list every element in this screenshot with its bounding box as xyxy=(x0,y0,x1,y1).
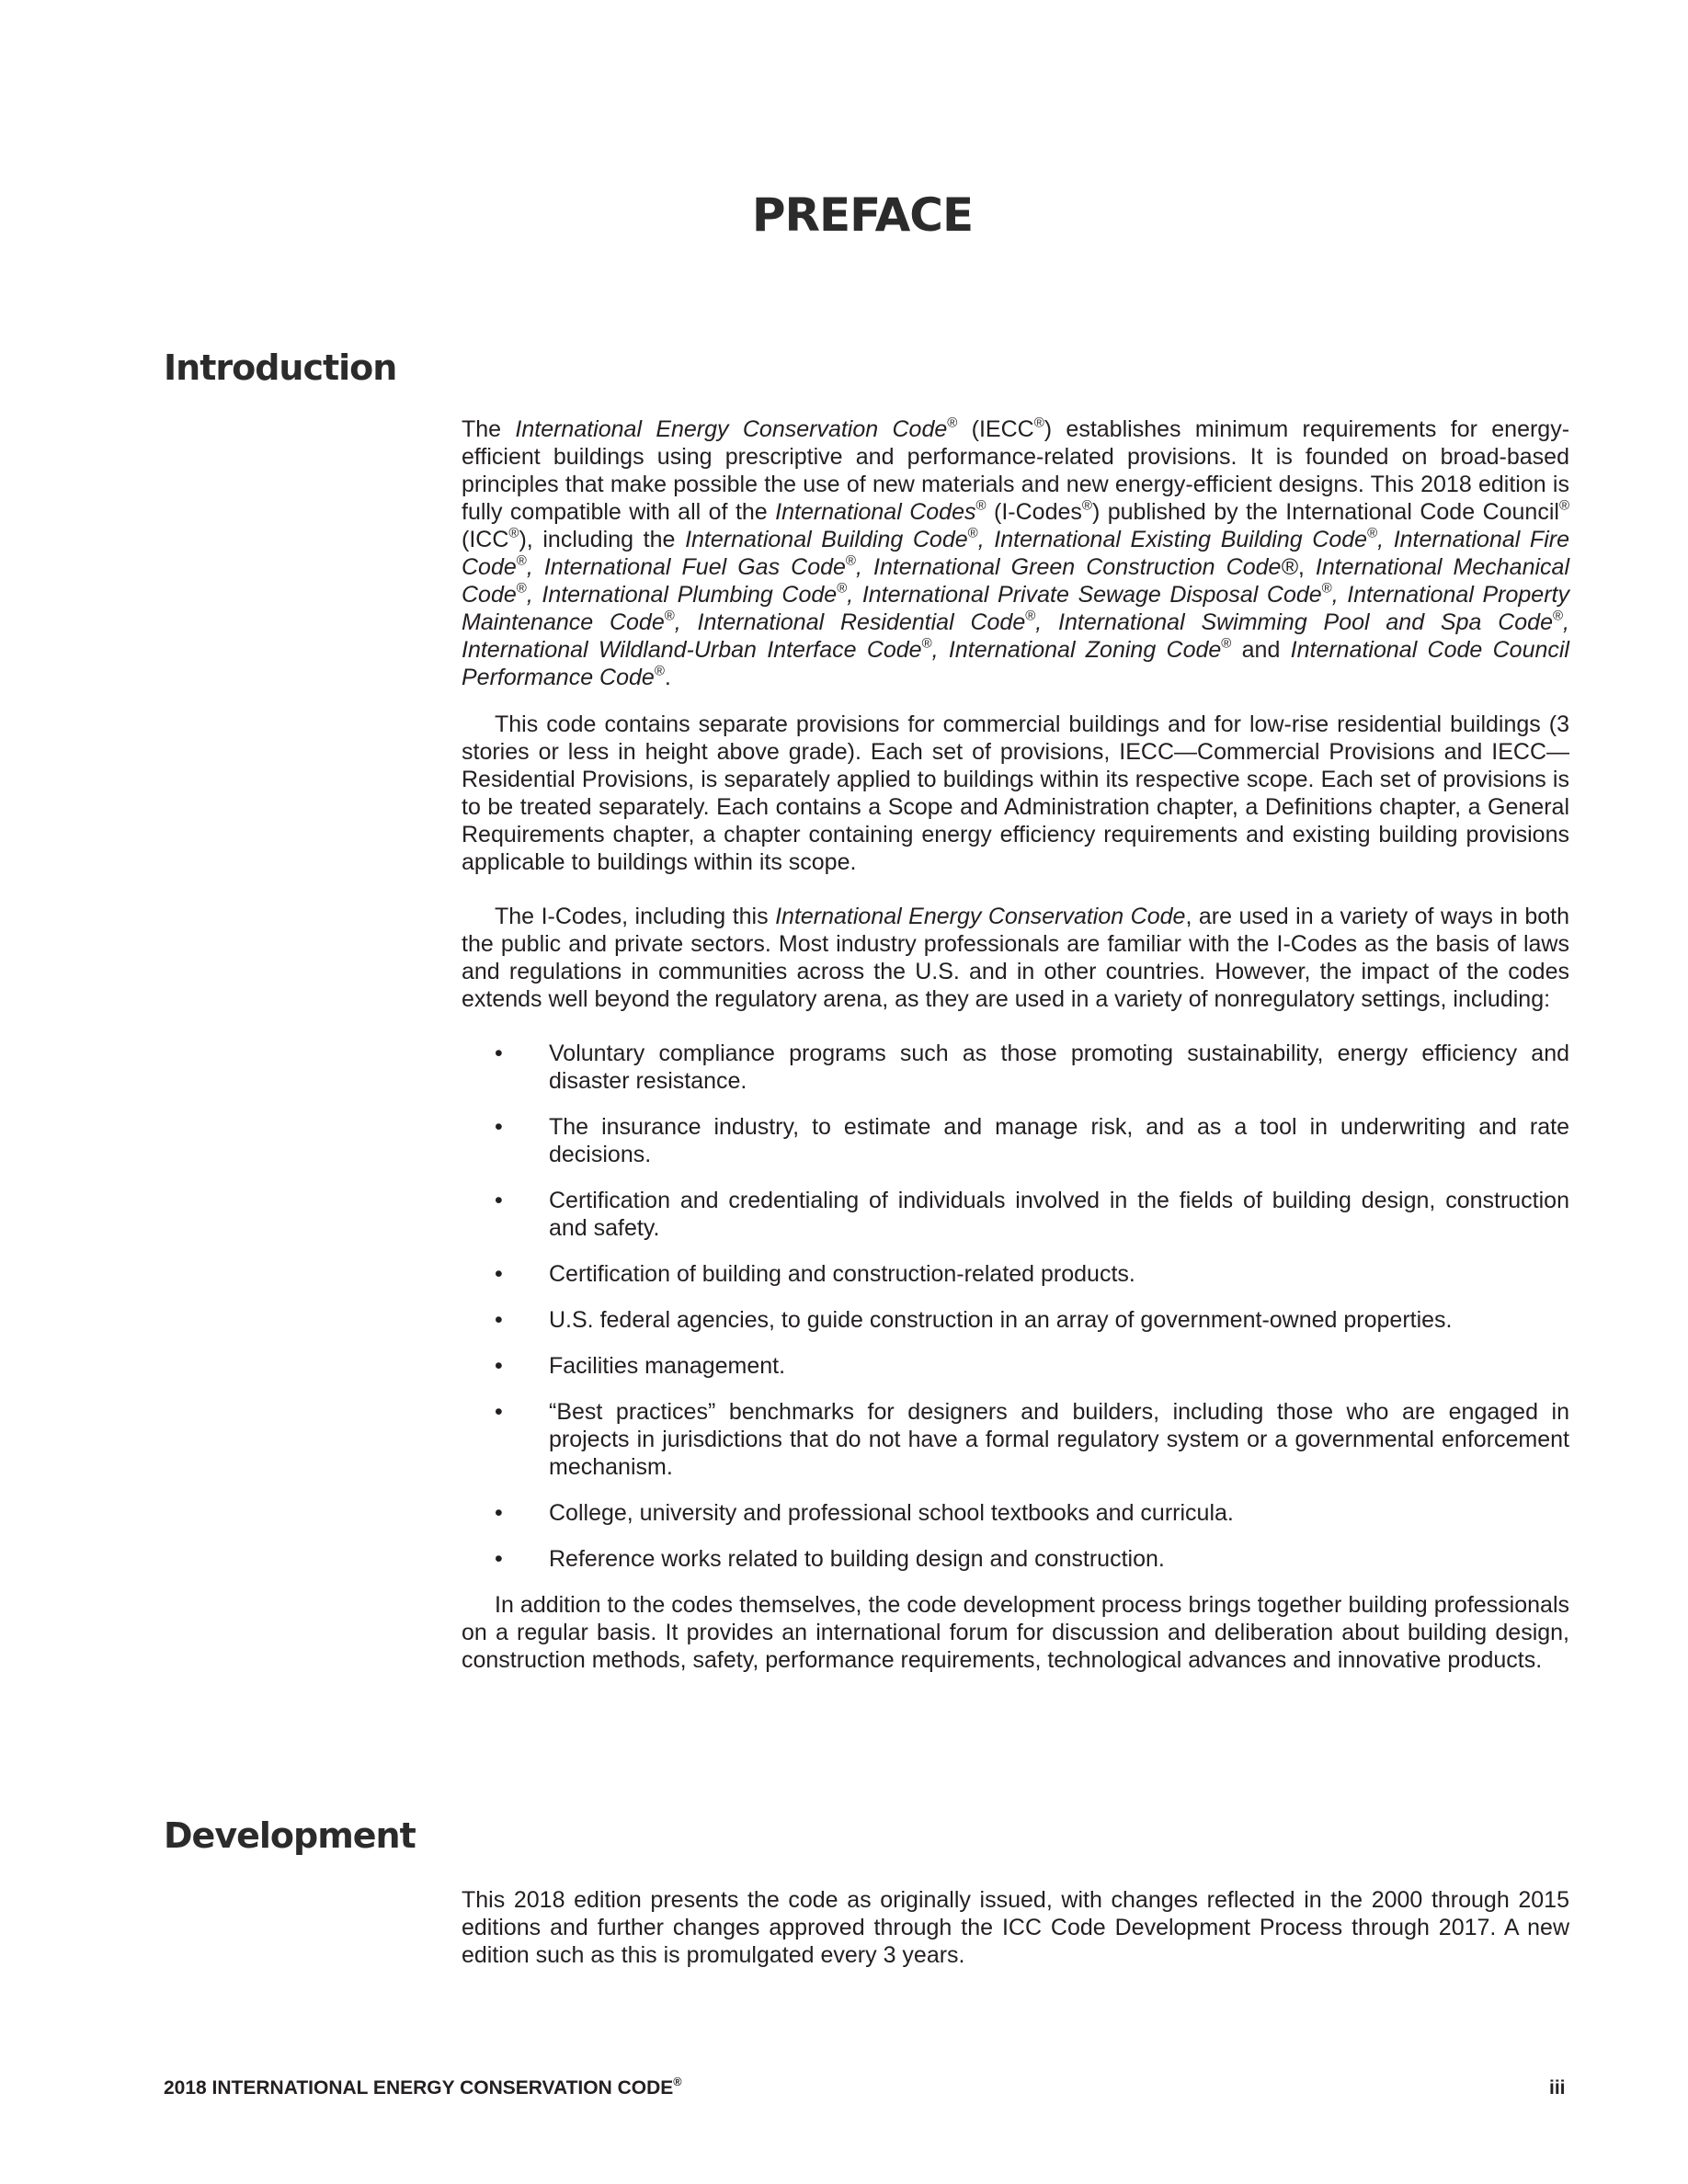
text-span: ) establishes minimum requirements for energy-efficient buildings using prescriptive and performance-related provisions. It is founded on broad-based principles that make possible the use of new materials and new energy-efficient designs. This 2018 edition is fully compatible with all of the xyxy=(462,416,1570,525)
list-item xyxy=(462,1040,1569,1095)
code-title: , International Green Construction Code® xyxy=(855,554,1298,580)
registered-mark: ® xyxy=(1321,580,1332,597)
bullet-icon: • xyxy=(495,1399,503,1425)
text-span: The xyxy=(462,416,516,442)
code-title: , International Fire Code xyxy=(462,527,1569,580)
list-item xyxy=(462,1187,1569,1242)
introduction-body xyxy=(462,415,1569,1674)
bullet-icon: • xyxy=(495,1041,503,1066)
code-title: , International Property Maintenance Code xyxy=(462,582,1569,635)
text-span: (ICC xyxy=(462,527,509,552)
intro-paragraph-1 xyxy=(462,415,1569,691)
code-title: , International Zoning Code xyxy=(931,637,1222,663)
registered-mark: ® xyxy=(1033,415,1044,431)
code-title: International Building Code xyxy=(685,527,968,552)
text-span: ) published by the International Code Council xyxy=(1091,499,1559,525)
registered-mark: ® xyxy=(673,2076,682,2089)
registered-mark: ® xyxy=(654,663,665,679)
code-title: International Code Council Performance Code xyxy=(462,637,1569,690)
development-body xyxy=(462,1886,1569,1969)
footer-text: 2018 INTERNATIONAL ENERGY CONSERVATION CODE xyxy=(164,2077,674,2099)
bullet-icon: • xyxy=(495,1261,503,1287)
text-span: (IECC xyxy=(957,416,1034,442)
registered-mark: ® xyxy=(975,497,987,514)
bullet-icon: • xyxy=(495,1546,503,1572)
intro-paragraph-3 xyxy=(462,903,1569,1013)
code-title: , International Swimming Pool and Spa Code xyxy=(1035,609,1553,635)
registered-mark: ® xyxy=(664,608,675,624)
development-paragraph-1: This 2018 edition presents the code as originally issued, with changes reflected in the 2000 through 2015 editions and further changes approved through the ICC Code Development Process through 2017. A new edition such as this is promulgated every 3 years. xyxy=(462,1887,1569,1968)
registered-mark: ® xyxy=(508,525,519,541)
code-title: International Codes xyxy=(775,499,976,525)
bullet-icon: • xyxy=(495,1500,503,1526)
list-item xyxy=(462,1306,1569,1334)
list-item-text: Voluntary compliance programs such as those promoting sustainability, energy efficiency and disaster resistance. xyxy=(549,1041,1569,1094)
list-item xyxy=(462,1545,1569,1573)
text-span: ), including the xyxy=(519,527,686,552)
text-span: (I-Codes xyxy=(986,499,1082,525)
code-title: , International Private Sewage Disposal Code xyxy=(847,582,1322,608)
list-item xyxy=(462,1398,1569,1481)
bullet-icon: • xyxy=(495,1114,503,1140)
text-span: . xyxy=(664,665,671,690)
code-title: , International Existing Building Code xyxy=(977,527,1368,552)
text-span: The I-Codes, including this xyxy=(495,904,776,929)
list-item xyxy=(462,1260,1569,1288)
registered-mark: ® xyxy=(947,415,958,431)
introduction-heading: Introduction xyxy=(164,347,397,388)
code-title: , International Plumbing Code xyxy=(526,582,838,608)
development-heading: Development xyxy=(164,1815,416,1856)
registered-mark: ® xyxy=(1367,525,1378,541)
registered-mark: ® xyxy=(845,552,856,569)
registered-mark: ® xyxy=(967,525,978,541)
registered-mark: ® xyxy=(1552,608,1564,624)
intro-paragraph-2: This code contains separate provisions for commercial buildings and for low-rise residential buildings (3 stories or less in height above grade). Each set of provisions, IECC—Commercial Provisions and IECC—Residential Provisions, is separately applied to buildings within its respective scope. Each set of provisions is to be treated separately. Each contains a Scope and Administration chapter, a Definitions chapter, a General Requirements chapter, a chapter containing energy efficiency requirements and existing building provisions applicable to buildings within its scope. xyxy=(462,711,1569,875)
list-item-text: Reference works related to building design and construction. xyxy=(549,1546,1165,1572)
intro-paragraph-4: In addition to the codes themselves, the code development process brings together building professionals on a regular basis. It provides an international forum for discussion and deliberation about building design, construction methods, safety, performance requirements, technological advances and innovative products. xyxy=(462,1592,1569,1673)
text-span: and xyxy=(1231,637,1291,663)
registered-mark: ® xyxy=(837,580,848,597)
code-title: , International Residential Code xyxy=(674,609,1026,635)
list-item xyxy=(462,1499,1569,1527)
code-title: International Energy Conservation Code xyxy=(775,904,1186,929)
bullet-icon: • xyxy=(495,1188,503,1213)
registered-mark: ® xyxy=(1558,497,1570,514)
registered-mark: ® xyxy=(1081,497,1092,514)
text-span: , are used in a variety of ways in both the public and private sectors. Most industry professionals are familiar with the I-Codes as the basis of laws and regulations in communities across the U.S. and in other countries. However, the impact of the codes extends well beyond the regulatory arena, as they are used in a variety of nonregulatory settings, including: xyxy=(462,904,1569,1012)
code-title: International Energy Conservation Code xyxy=(515,416,948,442)
registered-mark: ® xyxy=(1025,608,1036,624)
text-span: , xyxy=(1297,554,1316,580)
page-number: iii xyxy=(1549,2077,1566,2099)
list-item-text: U.S. federal agencies, to guide construction in an array of government-owned properties. xyxy=(549,1307,1453,1333)
list-item-text: Certification and credentialing of individuals involved in the fields of building design, construction and safety. xyxy=(549,1188,1569,1241)
bullet-icon: • xyxy=(495,1353,503,1379)
page-title: PREFACE xyxy=(751,188,974,242)
code-title: International Mechanical Code xyxy=(462,554,1569,608)
registered-mark: ® xyxy=(516,552,527,569)
list-item-text: Certification of building and construction-related products. xyxy=(549,1261,1135,1287)
registered-mark: ® xyxy=(1221,635,1232,652)
list-item xyxy=(462,1113,1569,1168)
list-item-text: The insurance industry, to estimate and manage risk, and as a tool in underwriting and rate decisions. xyxy=(549,1114,1569,1167)
list-item-text: College, university and professional school textbooks and curricula. xyxy=(549,1500,1234,1526)
registered-mark: ® xyxy=(516,580,527,597)
registered-mark: ® xyxy=(921,635,932,652)
list-item-text: “Best practices” benchmarks for designers and builders, including those who are engaged in projects in jurisdictions that do not have a formal regulatory system or a governmental enforcement mechanism. xyxy=(549,1399,1569,1480)
code-title: , International Wildland-Urban Interface Code xyxy=(462,609,1569,663)
bullet-icon: • xyxy=(495,1307,503,1333)
code-title: , International Fuel Gas Code xyxy=(526,554,846,580)
uses-list xyxy=(462,1040,1569,1573)
list-item-text: Facilities management. xyxy=(549,1353,786,1379)
running-footer xyxy=(164,2077,682,2099)
list-item xyxy=(462,1352,1569,1380)
